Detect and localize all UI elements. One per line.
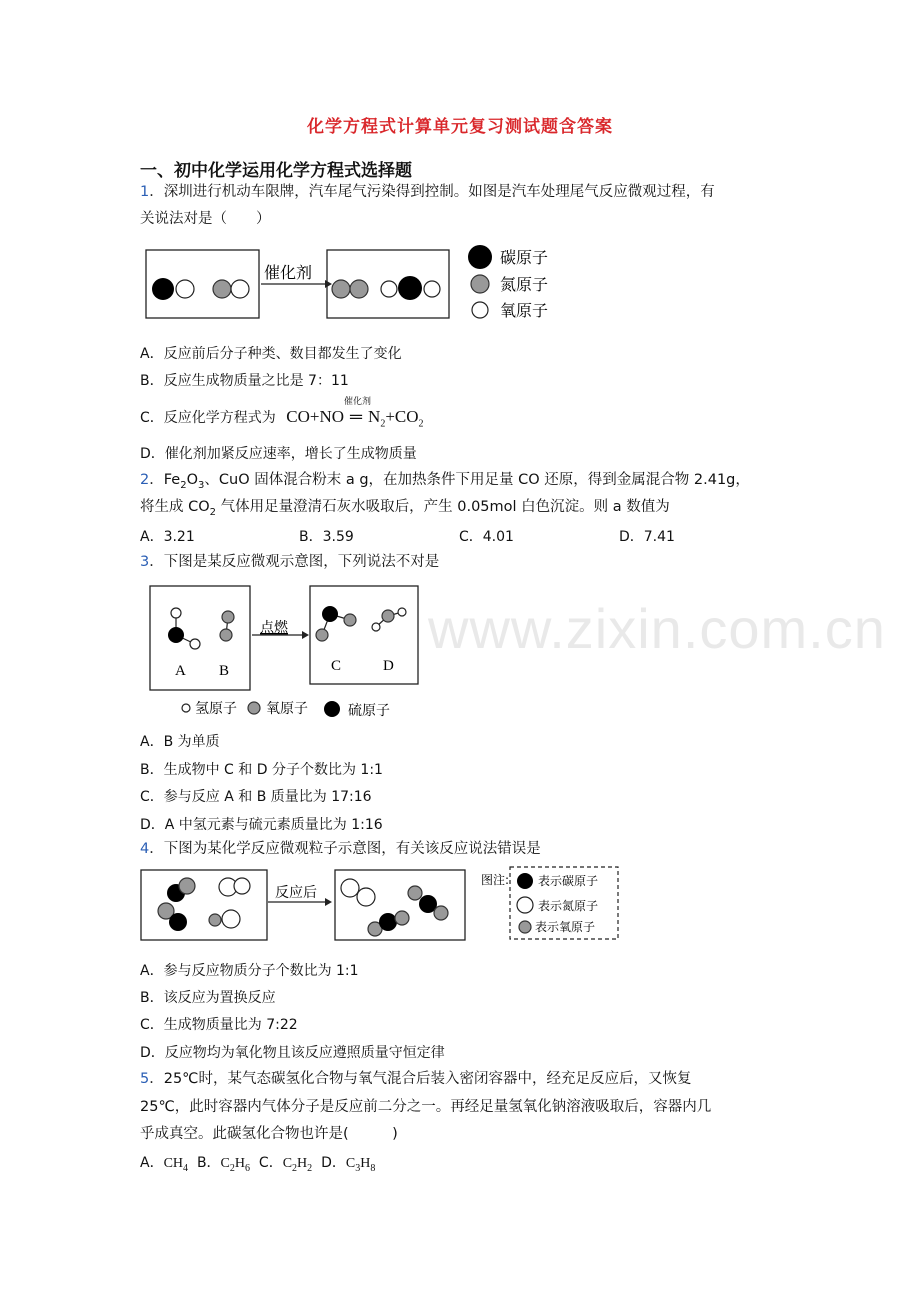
q3-legend-sulfur: 硫原子	[348, 703, 390, 719]
q4-note: 图注:	[481, 873, 510, 887]
q1-oxygen-atom	[231, 280, 249, 298]
q1-number: 1	[140, 184, 150, 200]
q4-legend-carbon: 表示碳原子	[538, 874, 599, 888]
q1-oxygen-atom	[176, 280, 194, 298]
legend-nitrogen-atom	[471, 275, 489, 293]
q4-legend-oxygen: 表示氧原子	[535, 920, 596, 934]
q2-fe-sub: 2	[180, 479, 187, 491]
q4-oxygen-atom	[434, 906, 448, 920]
q3-oxygen-atom	[316, 629, 328, 641]
legend-carbon-atom	[468, 245, 492, 269]
q1-nitrogen-atom	[332, 280, 350, 298]
q3-arrowhead	[302, 631, 309, 639]
q2-line2-a: 将生成 CO	[140, 499, 210, 515]
q5-text-line1	[140, 1069, 691, 1089]
q1-arrowhead	[325, 280, 332, 288]
q5-d-label: D．	[321, 1155, 346, 1171]
q4-carbon-atom	[379, 913, 397, 931]
q5-number: 5	[140, 1071, 150, 1087]
q5-b-label: B．	[196, 1155, 221, 1171]
q1-option-c[interactable]	[140, 396, 424, 430]
q5-d-c: C	[345, 1156, 356, 1171]
q5-d-h: H	[360, 1156, 371, 1171]
q1-arrow-label: 催化剂	[264, 263, 313, 282]
legend-oxygen-atom	[472, 302, 488, 318]
q4-legend-nitrogen: 表示氮原子	[538, 899, 599, 913]
q3-label-a: A	[175, 663, 186, 679]
q3-label-d: D	[383, 658, 394, 674]
q3-option-b[interactable]: B．生成物中 C 和 D 分子个数比为 1:1	[140, 762, 383, 778]
q4-line1: ．下图为某化学反应微观粒子示意图，有关该反应说法错误是	[149, 841, 541, 857]
q4-carbon-atom	[169, 913, 187, 931]
q1-legend-carbon: 碳原子	[500, 248, 549, 267]
q2-option-b[interactable]: B．3.59	[299, 529, 354, 545]
q1-option-a[interactable]: A．反应前后分子种类、数目都发生了变化	[140, 346, 402, 362]
eq-co: +CO	[385, 407, 419, 426]
q3-reactant-box	[150, 586, 250, 690]
q3-legend-hydrogen-icon	[182, 704, 190, 712]
q1-option-d[interactable]: D．催化剂加紧反应速率，增长了生成物质量	[140, 446, 417, 462]
q2-fe: ．Fe	[149, 472, 181, 488]
q1-equation	[286, 396, 424, 430]
q5-a-label: A．	[140, 1155, 164, 1171]
q1-oxygen-atom	[381, 281, 397, 297]
q1-option-b[interactable]: B．反应生成物质量之比是 7：11	[140, 373, 349, 389]
q2-line2-b: 气体用足量澄清石灰水吸取后，产生 0.05mol 白色沉淀。则 a 数值为	[216, 499, 670, 515]
q4-oxygen-atom	[408, 886, 422, 900]
eq-n: N	[368, 407, 381, 426]
q4-oxygen-atom	[209, 914, 221, 926]
q4-option-b[interactable]: B．该反应为置换反应	[140, 990, 276, 1006]
eq-left: CO+NO	[286, 407, 344, 426]
q2-co2-sub: 2	[209, 506, 217, 518]
q3-option-c[interactable]: C．参与反应 A 和 B 质量比为 17:16	[140, 789, 372, 805]
q5-option-a[interactable]	[140, 1155, 189, 1174]
q3-oxygen-atom	[382, 610, 394, 622]
q5-c-h: H	[297, 1156, 308, 1171]
q4-nitrogen-atom	[222, 910, 240, 928]
q5-d-sub2: 8	[370, 1162, 376, 1174]
q4-option-c[interactable]: C．生成物质量比为 7:22	[140, 1017, 298, 1033]
q4-nitrogen-atom	[234, 878, 250, 894]
q3-legend-sulfur-icon	[324, 701, 340, 717]
q4-legend-carbon-icon	[517, 873, 533, 889]
q5-line1: ．25℃时，某气态碳氢化合物与氧气混合后装入密闭容器中，经充足反应后，又恢复	[149, 1071, 692, 1087]
q1-line1: ．深圳进行机动车限牌，汽车尾气污染得到控制。如图是汽车处理尾气反应微观过程，有	[149, 184, 715, 200]
q5-option-c[interactable]	[258, 1155, 313, 1174]
q3-legend-oxygen: 氧原子	[266, 701, 308, 717]
q4-legend-oxygen-icon	[519, 921, 531, 933]
section-heading: 一、初中化学运用化学方程式选择题	[140, 161, 412, 181]
q4-oxygen-atom	[395, 911, 409, 925]
q1-figure	[140, 240, 560, 326]
eq-symbol: ═	[350, 407, 363, 426]
q1-nitrogen-atom	[213, 280, 231, 298]
q2-option-c[interactable]: C．4.01	[459, 529, 514, 545]
q1-text-line1	[140, 182, 715, 202]
q5-b-h: H	[234, 1156, 246, 1171]
q4-nitrogen-atom	[357, 888, 375, 906]
q2-text-line1	[140, 470, 750, 496]
q3-hydrogen-atom	[190, 639, 200, 649]
q1-text-line2: 关说法对是（ ）	[140, 211, 271, 227]
q3-line1: ．下图是某反应微观示意图，下列说法不对是	[149, 554, 440, 570]
eq-sign	[344, 396, 372, 427]
q2-o-sub: 3	[198, 479, 205, 491]
q4-option-a[interactable]: A．参与反应物质分子个数比为 1:1	[140, 963, 359, 979]
q5-text-line3: 乎成真空。此碳氢化合物也许是( )	[140, 1126, 398, 1142]
q3-hydrogen-atom	[372, 623, 380, 631]
q5-option-b[interactable]	[196, 1155, 251, 1174]
q1-nitrogen-atom	[350, 280, 368, 298]
q3-hydrogen-atom	[398, 608, 406, 616]
q5-c-label: C．	[258, 1155, 283, 1171]
watermark: www.zixin.com.cn	[428, 597, 886, 660]
q4-arrow-label: 反应后	[275, 885, 317, 901]
q4-number: 4	[140, 841, 150, 857]
q3-oxygen-atom	[344, 614, 356, 626]
q3-legend-hydrogen: 氢原子	[195, 701, 237, 717]
q5-b-sub2: 6	[245, 1162, 251, 1174]
q5-text-line2: 25℃，此时容器内气体分子是反应前二分之一。再经足量氢氧化钠溶液吸取后，容器内几	[140, 1099, 712, 1115]
q3-option-d[interactable]: D．A 中氢元素与硫元素质量比为 1:16	[140, 817, 383, 833]
q4-legend-nitrogen-icon	[517, 897, 533, 913]
q2-o: O	[186, 472, 198, 488]
q5-c-sub2: 2	[307, 1162, 313, 1174]
eq-catalyst: 催化剂	[344, 396, 372, 406]
q4-figure	[140, 864, 625, 946]
q4-nitrogen-atom	[341, 879, 359, 897]
q5-c-c: C	[282, 1156, 293, 1171]
q4-oxygen-atom	[179, 878, 195, 894]
q3-text-line1	[140, 552, 439, 572]
q2-text-line2	[140, 497, 670, 523]
q3-figure	[140, 580, 440, 725]
eq-co-sub: 2	[418, 418, 424, 430]
q3-label-b: B	[219, 663, 230, 679]
q2-option-a[interactable]: A．3.21	[140, 529, 195, 545]
q3-hydrogen-atom	[171, 608, 181, 618]
q2-line1-rest: 、CuO 固体混合粉末 a g，在加热条件下用足量 CO 还原，得到金属混合物 2.41g，	[204, 472, 750, 488]
page-title: 化学方程式计算单元复习测试题含答案	[307, 117, 613, 137]
q2-option-d[interactable]: D．7.41	[619, 529, 675, 545]
q5-b-c: C	[220, 1156, 230, 1171]
q1-carbon-atom	[398, 276, 422, 300]
q3-sulfur-atom	[322, 606, 338, 622]
q5-options	[140, 1152, 375, 1174]
q5-option-d[interactable]	[321, 1155, 376, 1174]
q4-option-d[interactable]: D．反应物均为氧化物且该反应遵照质量守恒定律	[140, 1045, 445, 1061]
q1-oxygen-atom	[424, 281, 440, 297]
q3-number: 3	[140, 554, 150, 570]
q5-a-formula: CH	[163, 1156, 184, 1171]
q4-arrowhead	[325, 898, 332, 906]
q3-sulfur-atom	[168, 627, 184, 643]
q5-b-sub1: 2	[229, 1162, 235, 1174]
q5-d-sub1: 3	[355, 1162, 361, 1174]
q1-legend-oxygen: 氧原子	[500, 301, 549, 320]
q4-text-line1	[140, 839, 541, 859]
q5-c-sub1: 2	[292, 1162, 298, 1174]
q1-option-c-prefix: C．反应化学方程式为	[140, 410, 276, 426]
q3-oxygen-atom	[220, 629, 232, 641]
q5-a-sub: 4	[183, 1162, 189, 1174]
q1-legend-nitrogen: 氮原子	[500, 275, 549, 294]
q2-number: 2	[140, 472, 150, 488]
q3-arrow-label: 点燃	[260, 620, 288, 636]
eq-n-sub: 2	[380, 418, 386, 430]
q3-legend-oxygen-icon	[248, 702, 260, 714]
q3-label-c: C	[331, 658, 342, 674]
q1-carbon-atom	[152, 278, 174, 300]
q3-option-a[interactable]: A．B 为单质	[140, 734, 220, 750]
q3-oxygen-atom	[222, 611, 234, 623]
